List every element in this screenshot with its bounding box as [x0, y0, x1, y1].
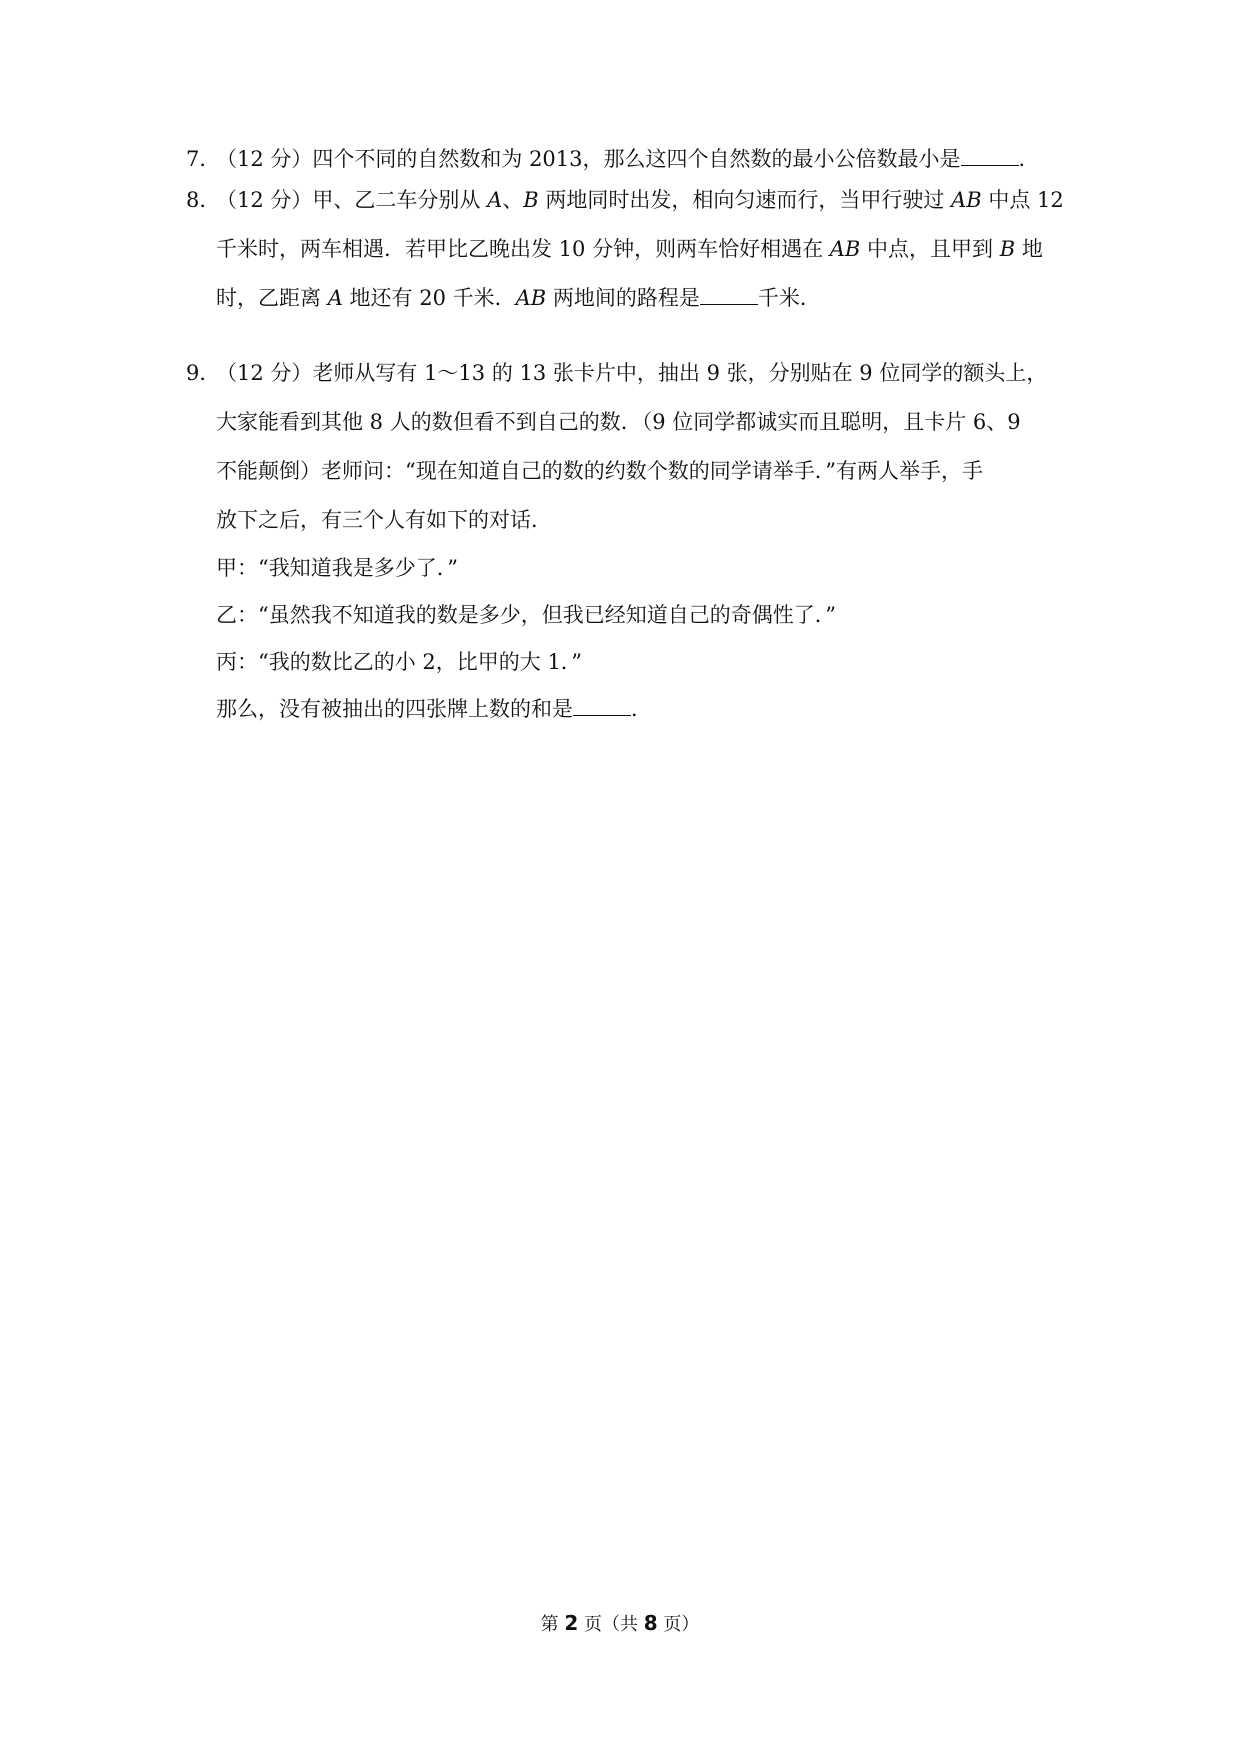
dialogue-yi: 乙：“虽然我不知道我的数是多少，但我已经知道自己的奇偶性了．”: [216, 603, 836, 627]
question-9: [186, 349, 1066, 733]
answer-blank[interactable]: [700, 286, 758, 305]
dialogue-bing: 丙：“我的数比乙的小 2，比甲的大 1．”: [216, 650, 583, 674]
question-number: 7．: [186, 147, 221, 171]
question-text-line: （12 分）老师从写有 1～13 的 13 张卡片中，抽出 9 张，分别贴在 9 位同学的额头上，: [216, 361, 1048, 385]
question-text-line: 那么，没有被抽出的四张牌上数的和是 ．: [216, 697, 652, 721]
question-text: （12 分）四个不同的自然数和为 2013，那么这四个自然数的最小公倍数最小是 ．: [216, 147, 1040, 171]
page-number: 2: [564, 1611, 579, 1635]
question-text-line: （12 分）甲、乙二车分别从 A、B 两地同时出发，相向匀速而行，当甲行驶过 AB 中点 12: [216, 188, 1064, 212]
question-number: 9．: [186, 361, 221, 385]
question-8: [186, 176, 1066, 323]
dialogue-jia: 甲：“我知道我是多少了．”: [216, 556, 458, 580]
question-number: 8．: [186, 188, 221, 212]
question-text-line: 放下之后，有三个人有如下的对话．: [216, 508, 552, 532]
question-text-line: 不能颠倒）老师问：“现在知道自己的数的约数个数的同学请举手．”有两人举手，手: [216, 459, 983, 483]
question-text-line: 千米时，两车相遇．若甲比乙晚出发 10 分钟，则两车恰好相遇在 AB 中点，且甲到 B 地: [216, 237, 1043, 261]
question-text-line: 时，乙距离 A 地还有 20 千米．AB 两地间的路程是 千米．: [216, 286, 821, 310]
question-text-line: 大家能看到其他 8 人的数但看不到自己的数．（9 位同学都诚实而且聪明，且卡片 6、9: [216, 410, 1021, 434]
total-pages: 8: [643, 1611, 658, 1635]
answer-blank[interactable]: [573, 697, 631, 716]
page-footer: 第 2 页（共 8 页）: [540, 1611, 700, 1635]
answer-blank[interactable]: [961, 147, 1019, 166]
